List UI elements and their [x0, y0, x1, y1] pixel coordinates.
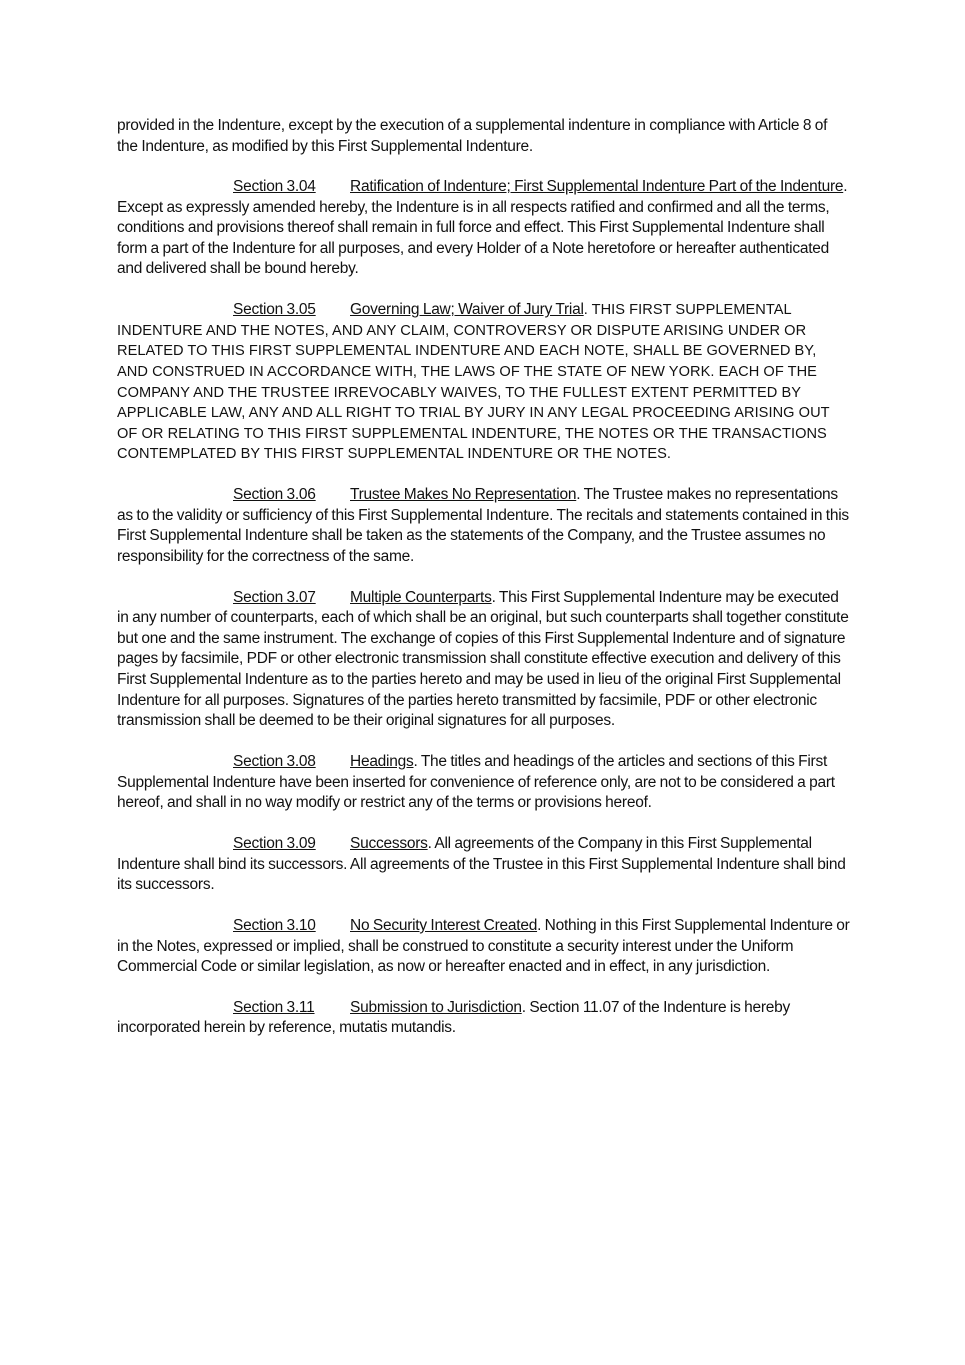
section-number: Section 3.09: [233, 834, 316, 852]
section-number: Section 3.06: [233, 486, 316, 504]
section-3-05: [117, 300, 850, 465]
intro-paragraph: [117, 116, 850, 157]
section-3-09: [117, 834, 850, 896]
section-3-04: [117, 177, 850, 280]
section-title: Ratification of Indenture; First Supplemental Indenture Part of the Indenture: [350, 177, 844, 195]
section-number: Section 3.04: [233, 177, 316, 195]
section-3-06: [117, 485, 850, 567]
section-body: . THIS FIRST SUPPLEMENTAL INDENTURE AND THE NOTES, AND ANY CLAIM, CONTROVERSY OR DISPUTE ARISING UNDER OR RELATED TO THIS FIRST SUPPLEMENTAL INDENTURE AND EACH NOTE, SHALL BE GOVERNED BY, AND CONSTRUED IN ACCORDANCE WITH, THE LAWS OF THE STATE OF NEW YORK. EACH OF THE COMPANY AND THE TRUSTEE IRREVOCABLY WAIVES, TO THE FULLEST EXTENT PERMITTED BY APPLICABLE LAW, ANY AND ALL RIGHT TO TRIAL BY JURY IN ANY LEGAL PROCEEDING ARISING OUT OF OR RELATING TO THIS FIRST SUPPLEMENTAL INDENTURE, THE NOTES OR THE TRANSACTIONS CONTEMPLATED BY THIS FIRST SUPPLEMENTAL INDENTURE OR THE NOTES.: [117, 302, 830, 463]
section-title: Trustee Makes No Representation: [350, 486, 577, 504]
section-number: Section 3.11: [233, 998, 315, 1016]
section-title: No Security Interest Created: [350, 916, 538, 934]
section-number: Section 3.10: [233, 916, 316, 934]
section-number: Section 3.07: [233, 588, 316, 606]
section-body: . Nothing in this First Supplemental Indenture or in the Notes, expressed or implied, shall be construed to constitute a security interest under the Uniform Commercial Code or similar legislation, as now or hereafter enacted and in effect, in any jurisdiction.: [117, 916, 850, 976]
section-3-11: [117, 998, 850, 1039]
section-title: Headings: [350, 752, 414, 770]
section-body: . This First Supplemental Indenture may be executed in any number of counterparts, each of which shall be an original, but such counterparts shall together constitute but one and the same instrument. The exchange of copies of this First Supplemental Indenture and of signature pages by facsimile, PDF or other electronic transmission shall constitute effective execution and delivery of this First Supplemental Indenture as to the parties hereto and may be used in lieu of the original First Supplemental Indenture for all purposes. Signatures of the parties hereto transmitted by facsimile, PDF or other electronic transmission shall be deemed to be their original signatures for all purposes.: [117, 588, 849, 730]
section-body: . Section 11.07 of the Indenture is hereby incorporated herein by reference, mutatis mutandis.: [117, 998, 791, 1037]
section-number: Section 3.08: [233, 752, 316, 770]
section-body: . The titles and headings of the articles and sections of this First Supplemental Indenture have been inserted for convenience of reference only, are not to be considered a part hereof, and shall in no way modify or restrict any of the terms or provisions hereof.: [117, 752, 835, 812]
section-body: . Except as expressly amended hereby, the Indenture is in all respects ratified and confirmed and all the terms, conditions and provisions thereof shall remain in full force and effect. This First Supplemental Indenture shall form a part of the Indenture for all purposes, and every Holder of a Note heretofore or hereafter authenticated and delivered shall be bound hereby.: [117, 177, 848, 278]
section-title: Submission to Jurisdiction: [350, 998, 522, 1016]
document-page: [117, 116, 850, 1059]
section-title: Governing Law; Waiver of Jury Trial: [350, 301, 584, 319]
intro-text: provided in the Indenture, except by the execution of a supplemental indenture in compliance with Article 8 of the Indenture, as modified by this First Supplemental Indenture.: [117, 117, 828, 155]
section-body: . The Trustee makes no representations as to the validity or sufficiency of this First Supplemental Indenture. The recitals and statements contained in this First Supplemental Indenture shall be taken as the statements of the Company, and the Trustee assumes no responsibility for the correctness of the same.: [117, 486, 849, 565]
section-3-08: [117, 752, 850, 814]
section-3-07: [117, 588, 850, 732]
section-3-10: [117, 916, 850, 978]
section-title: Successors: [350, 834, 428, 852]
section-number: Section 3.05: [233, 301, 316, 319]
section-body: . All agreements of the Company in this First Supplemental Indenture shall bind its successors. All agreements of the Trustee in this First Supplemental Indenture shall bind its successors.: [117, 834, 846, 894]
section-title: Multiple Counterparts: [350, 588, 492, 606]
